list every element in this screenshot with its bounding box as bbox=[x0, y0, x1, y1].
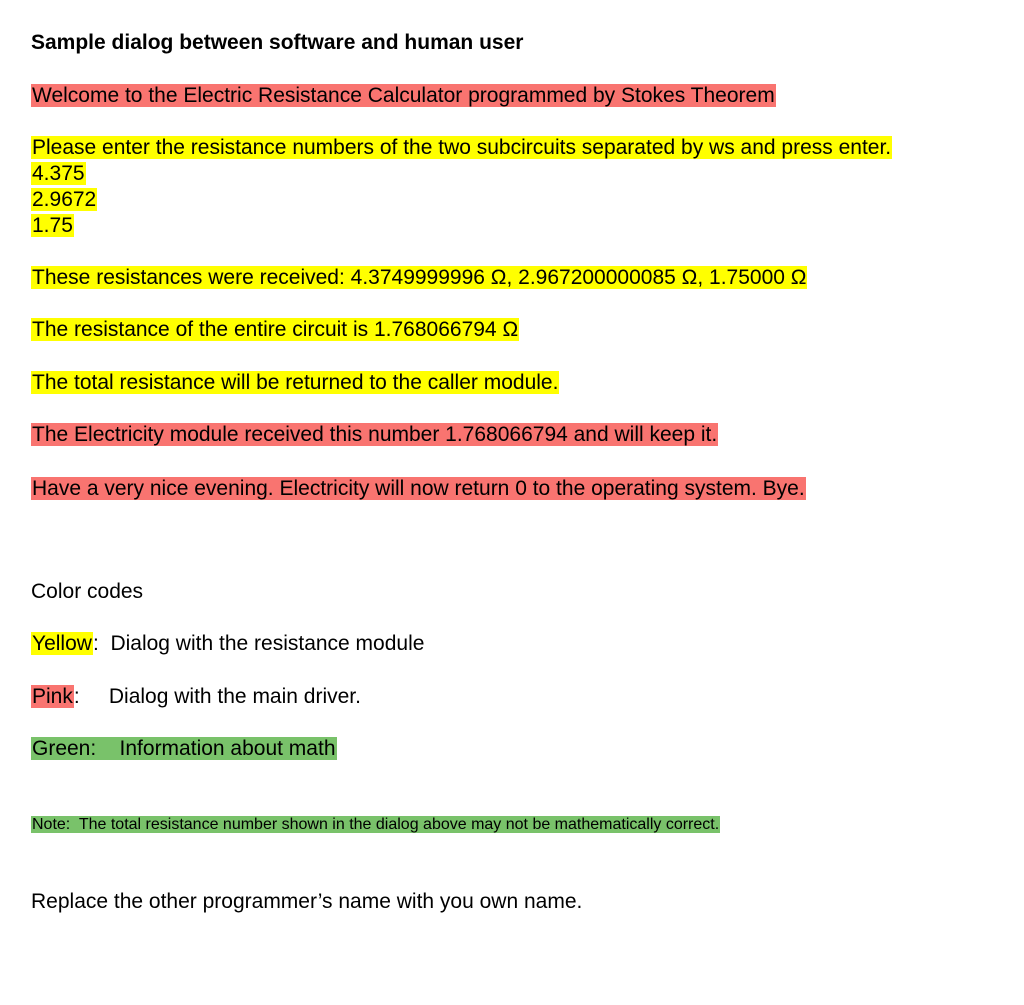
entire-resistance-text: The resistance of the entire circuit is 1.768066794 Ω bbox=[32, 318, 519, 341]
input-line-3 bbox=[31, 213, 74, 239]
legend-green-text: Green: Information about math bbox=[32, 737, 336, 760]
legend-pink-label: Pink bbox=[32, 685, 73, 708]
returned-line bbox=[31, 370, 559, 396]
input-value-2: 2.9672 bbox=[32, 188, 97, 211]
welcome-text: Welcome to the Electric Resistance Calculator programmed by Stokes Theorem bbox=[32, 84, 775, 107]
legend-yellow-label: Yellow bbox=[32, 632, 92, 655]
legend-pink-desc: : Dialog with the main driver. bbox=[73, 685, 361, 708]
note-line bbox=[31, 815, 720, 835]
note-text: Note: The total resistance number shown in the dialog above may not be mathematically correct. bbox=[32, 816, 720, 833]
bye-text: Have a very nice evening. Electricity will now return 0 to the operating system. Bye. bbox=[32, 477, 805, 500]
received-line bbox=[31, 265, 807, 291]
input-value-1: 4.375 bbox=[32, 162, 85, 185]
legend-yellow-desc: : Dialog with the resistance module bbox=[92, 632, 425, 655]
legend-heading: Color codes bbox=[31, 580, 144, 603]
received-text: These resistances were received: 4.3749999996 Ω, 2.967200000085 Ω, 1.75000 Ω bbox=[32, 266, 807, 289]
legend-yellow bbox=[31, 631, 424, 657]
legend-green bbox=[31, 736, 337, 762]
footer-line: Replace the other programmer’s name with you own name. bbox=[31, 890, 583, 913]
bye-line bbox=[31, 476, 806, 502]
electricity-text: The Electricity module received this number 1.768066794 and will keep it. bbox=[32, 423, 718, 446]
input-line-2 bbox=[31, 187, 97, 213]
electricity-line bbox=[31, 422, 718, 448]
prompt-text: Please enter the resistance numbers of the two subcircuits separated by ws and press enter. bbox=[32, 136, 892, 159]
returned-text: The total resistance will be returned to the caller module. bbox=[32, 371, 559, 394]
legend-pink bbox=[31, 684, 361, 710]
welcome-line bbox=[31, 83, 776, 109]
entire-resistance-line bbox=[31, 317, 519, 343]
document-title: Sample dialog between software and human user bbox=[31, 31, 524, 54]
input-line-1 bbox=[31, 161, 86, 187]
input-value-3: 1.75 bbox=[32, 214, 73, 237]
prompt-line bbox=[31, 135, 892, 161]
